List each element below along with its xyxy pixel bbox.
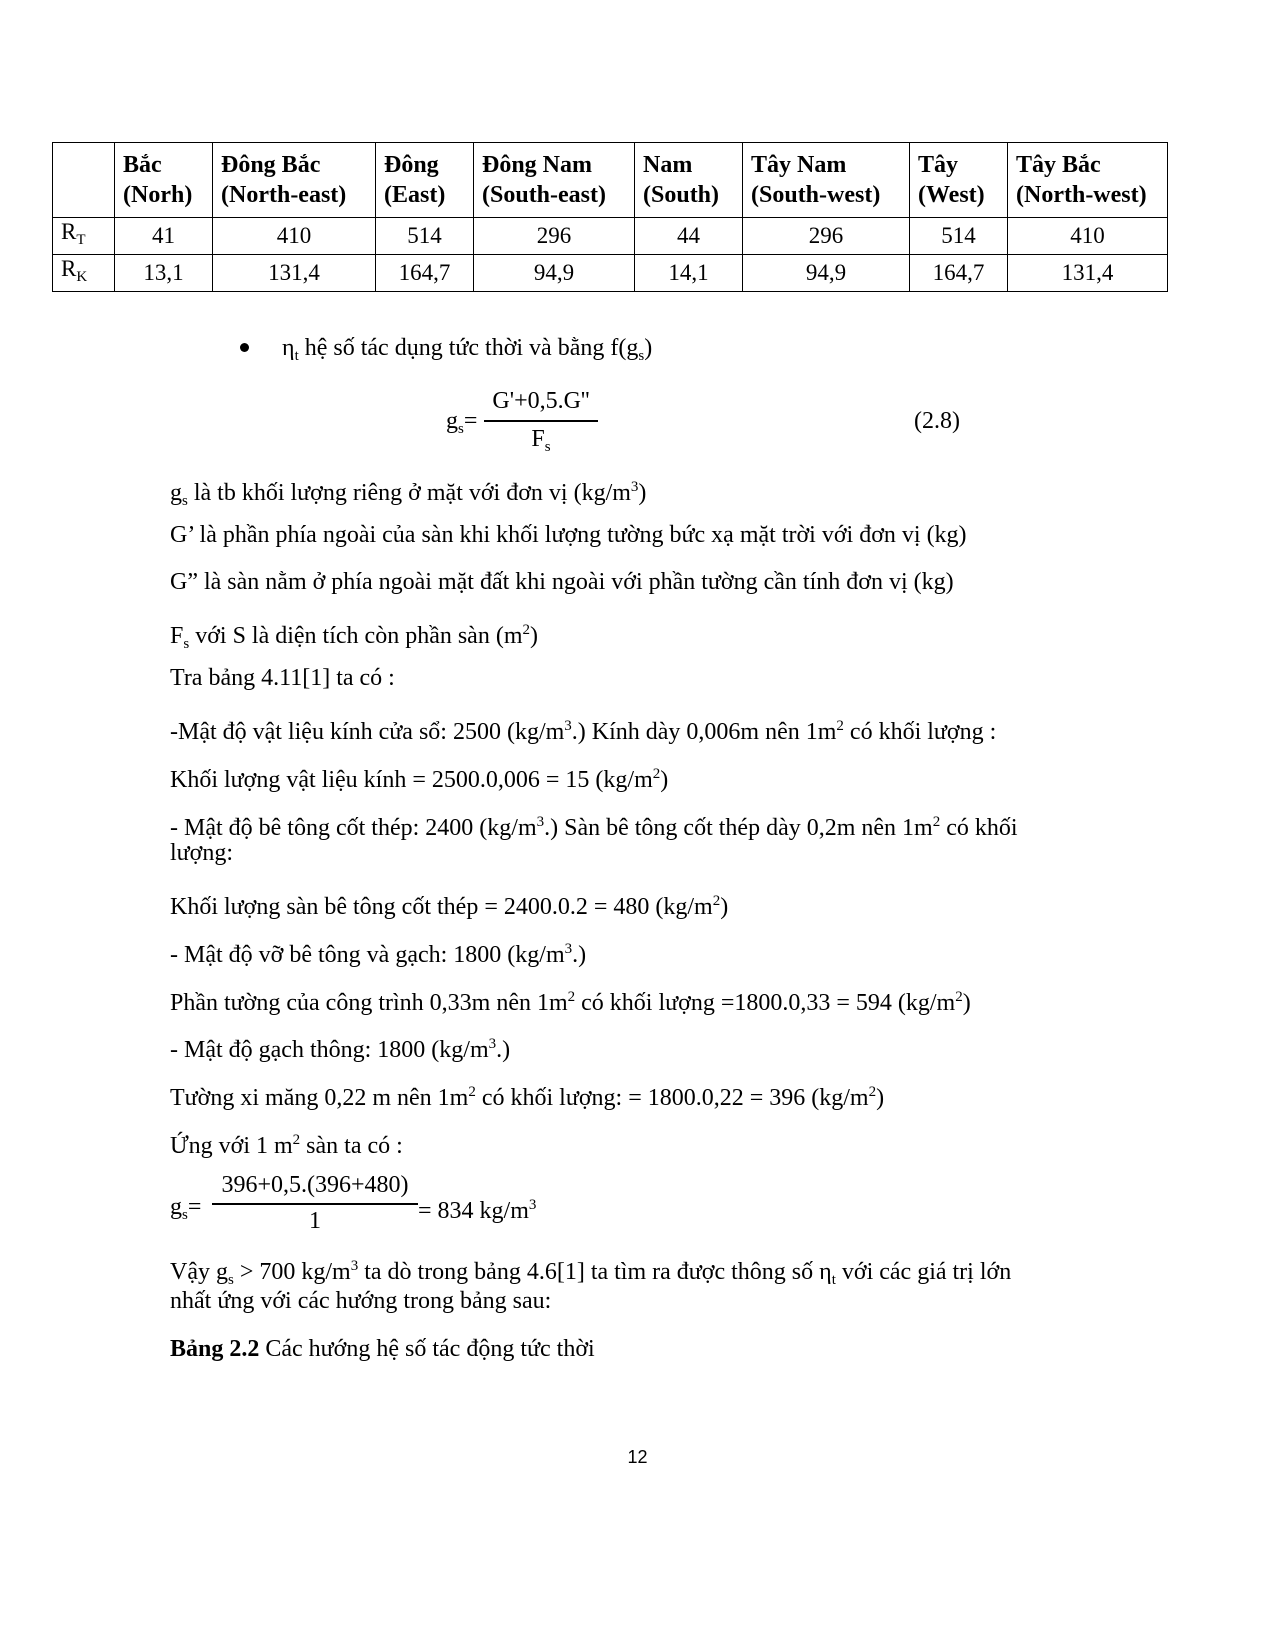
table-row: [53, 218, 1168, 255]
row-label: $R_T$: [53, 218, 115, 255]
table-cell: 44: [635, 218, 743, 255]
bullet-dot: [240, 343, 249, 352]
table-caption: Bảng 2.2 Các hướng hệ số tác động tức thời: [170, 1336, 595, 1362]
column-header: Tây Bắc (North-west): [1008, 143, 1168, 218]
table-cell: 164,7: [910, 255, 1008, 292]
table-cell: 14,1: [635, 255, 743, 292]
fs-definition: $F_s$ với S là diện tích còn phần sàn $(m^2)$: [170, 622, 538, 652]
conclusion-line2: nhất ứng với các hướng trong bảng sau:: [170, 1288, 552, 1314]
table-cell: 131,4: [213, 255, 376, 292]
table-row: [53, 255, 1168, 292]
glass-mass: Khối lượng vật liệu kính = 2500.0,006 = 15 $(kg/m^2)$: [170, 766, 669, 793]
formula2-fraction: [212, 1170, 418, 1236]
formula2-denominator: 1: [309, 1208, 321, 1234]
direction-table: [52, 142, 1168, 292]
table-cell: 296: [474, 218, 635, 255]
table-cell: 41: [115, 218, 213, 255]
concrete-density-cont: lượng:: [170, 840, 234, 866]
brick-density: - Mật độ gạch thông: 1800 $(kg/m^3.)$: [170, 1036, 511, 1063]
column-header: Tây (West): [910, 143, 1008, 218]
table-cell: 94,9: [743, 255, 910, 292]
lookup-line: Tra bảng 4.11[1] ta có :: [170, 665, 395, 691]
formula2-numerator: 396+0,5.(396+480): [221, 1172, 409, 1198]
table-cell: 410: [213, 218, 376, 255]
table-corner-cell: [53, 143, 115, 218]
g2-definition: G” là sàn nằm ở phía ngoài mặt đất khi ngoài với phần tường cần tính đơn vị (kg): [170, 569, 954, 595]
formula-lhs: $g_s=$: [446, 408, 478, 437]
fraction-bar: [212, 1203, 418, 1205]
table-header-row: [53, 143, 1168, 218]
bullet-text: $\eta_t$ hệ số tác dụng tức thời và bằng $f(g_s)$: [282, 335, 653, 364]
fraction-bar: [484, 420, 598, 422]
per-square-meter: Ứng với 1 $m^2$ sàn ta có :: [170, 1132, 403, 1159]
column-header: Nam (South): [635, 143, 743, 218]
column-header: Đông Bắc (North-east): [213, 143, 376, 218]
row-label: $R_K$: [53, 255, 115, 292]
formula2-result: = 834 $kg/m^3$: [418, 1197, 537, 1224]
debris-density: - Mật độ vỡ bê tông và gạch: 1800 $(kg/m^3.)$: [170, 941, 587, 968]
table-cell: 296: [743, 218, 910, 255]
table-cell: 514: [376, 218, 474, 255]
concrete-density: - Mật độ bê tông cốt thép: 2400 $(kg/m^3.)$ Sàn bê tông cốt thép dày 0,2m nên $1m^2$ có khối: [170, 814, 1018, 841]
page-number: 12: [627, 1447, 648, 1467]
formula-denominator: $F_s$: [531, 426, 551, 455]
cement-wall-mass: Tường xi măng 0,22 m nên $1m^2$ có khối lượng: = 1800.0,22 = 396 $(kg/m^2)$: [170, 1084, 885, 1111]
gs-definition: $g_s$ là tb khối lượng riêng ở mặt với đơn vị $(kg/m^3)$: [170, 479, 647, 509]
g1-definition: G’ là phần phía ngoài của sàn khi khối lượng tường bức xạ mặt trời với đơn vị (kg): [170, 522, 967, 548]
table-cell: 13,1: [115, 255, 213, 292]
column-header: Đông Nam (South-east): [474, 143, 635, 218]
wall-mass: Phần tường của công trình 0,33m nên $1m^2$ có khối lượng =1800.0,33 = 594 $(kg/m^2)$: [170, 989, 971, 1016]
formula2-lhs: $g_s=$: [170, 1194, 202, 1223]
table-cell: 131,4: [1008, 255, 1168, 292]
table-cell: 164,7: [376, 255, 474, 292]
concrete-mass: Khối lượng sàn bê tông cốt thép = 2400.0.2 = 480 $(kg/m^2)$: [170, 893, 729, 920]
column-header: Tây Nam (South-west): [743, 143, 910, 218]
table-cell: 410: [1008, 218, 1168, 255]
conclusion-line1: Vậy $g_s > 700$ $kg/m^3$ ta dò trong bảng 4.6[1] ta tìm ra được thông số $\eta_t$ với các giá trị lớn: [170, 1258, 1012, 1288]
formula-fraction: [484, 386, 598, 456]
glass-density: -Mật độ vật liệu kính cửa sổ: 2500 $(kg/m^3.)$ Kính dày 0,006m nên $1m^2$ có khối lượng :: [170, 718, 997, 745]
equation-number: (2.8): [914, 408, 960, 434]
table-cell: 94,9: [474, 255, 635, 292]
table-cell: 514: [910, 218, 1008, 255]
column-header: Bắc (Norh): [115, 143, 213, 218]
formula-numerator: G'+0,5.G'': [492, 388, 590, 414]
column-header: Đông (East): [376, 143, 474, 218]
